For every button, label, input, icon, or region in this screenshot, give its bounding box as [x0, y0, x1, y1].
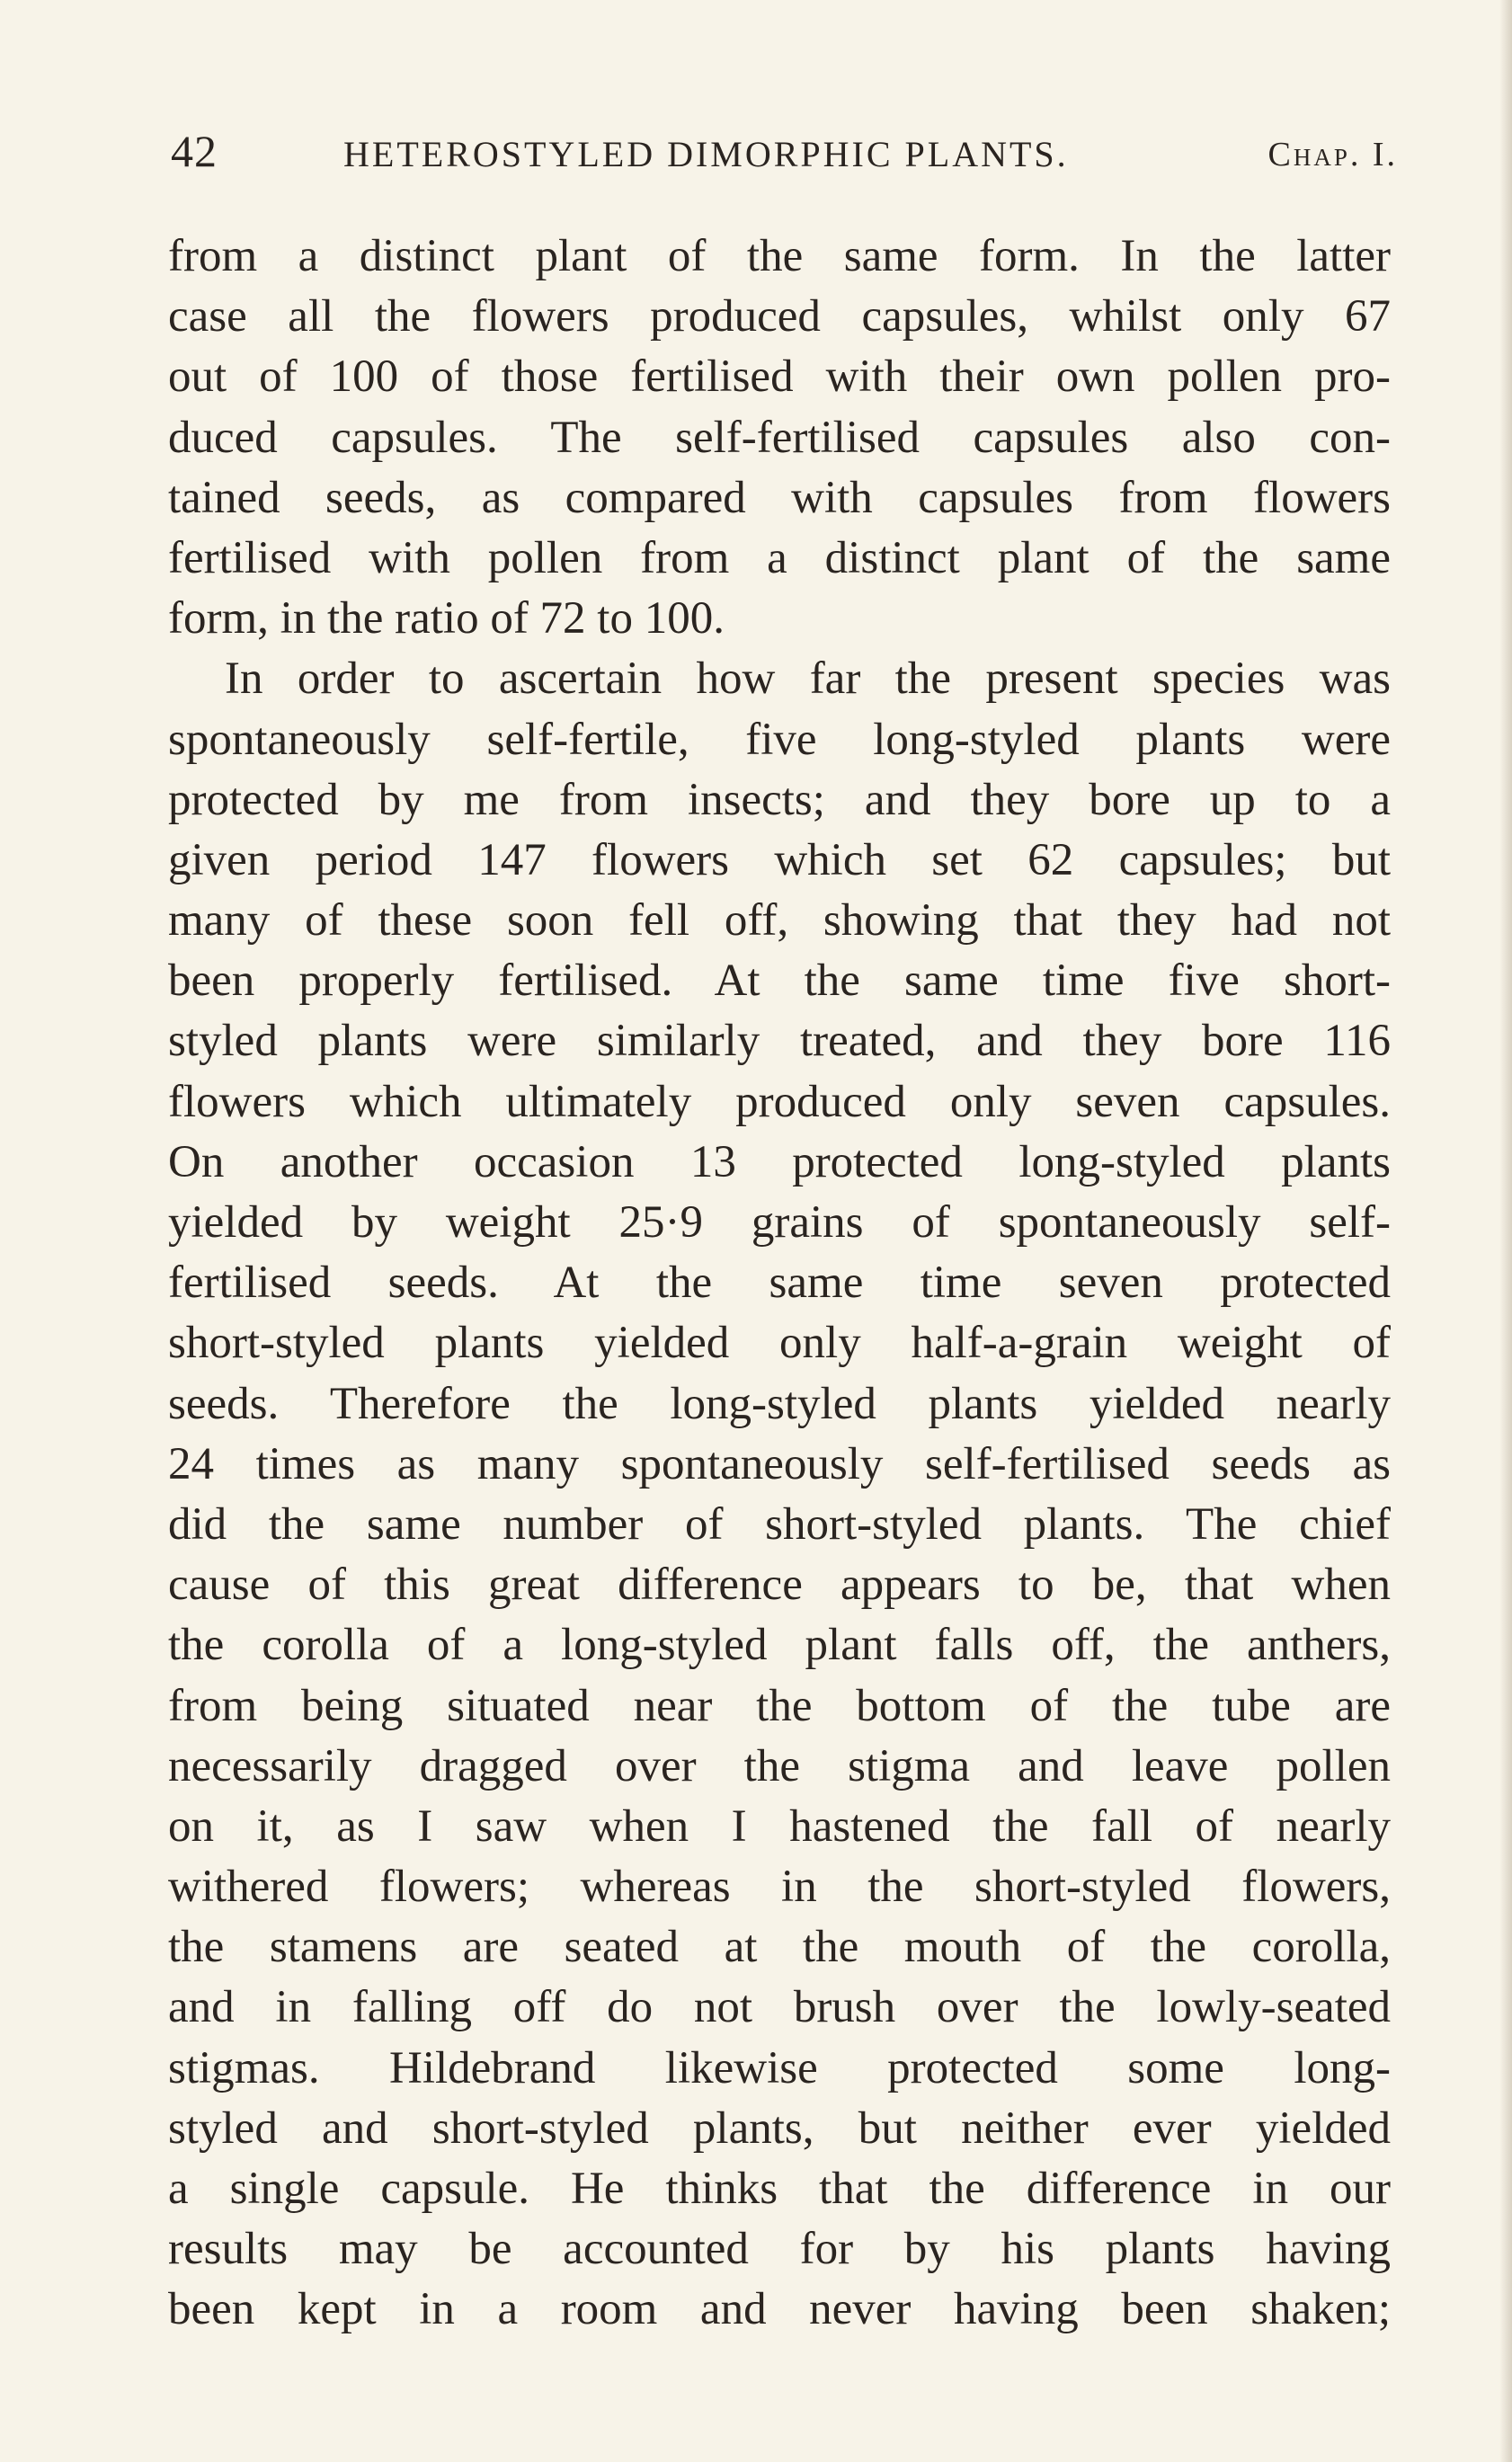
text-line: a single capsule. He thinks that the difference in our: [168, 2164, 1391, 2214]
body-text: [168, 227, 1391, 2341]
text-line: the corolla of a long-styled plant falls off, the anthers,: [168, 1620, 1391, 1671]
text-line: fertilised seeds. At the same time seven protected: [168, 1258, 1391, 1309]
text-line: short-styled plants yielded only half-a-grain weight of: [168, 1318, 1391, 1369]
text-line: and in falling off do not brush over the lowly-seated: [168, 1982, 1391, 2033]
text-line: been properly fertilised. At the same time five short-: [168, 955, 1391, 1007]
text-line: On another occasion 13 protected long-styled plants: [168, 1136, 1391, 1187]
text-line: results may be accounted for by his plants having: [168, 2224, 1391, 2275]
paragraph-1: [168, 227, 1391, 649]
text-line: did the same number of short-styled plants. The chief: [168, 1498, 1391, 1550]
text-line: flowers which ultimately produced only seven capsules.: [168, 1076, 1391, 1127]
text-line: spontaneously self-fertile, five long-styled plants were: [168, 714, 1391, 765]
text-line: yielded by weight 25·9 grains of spontaneously self-: [168, 1197, 1391, 1248]
text-line: form, in the ratio of 72 to 100.: [168, 593, 725, 644]
text-line: withered flowers; whereas in the short-styled flowers,: [168, 1862, 1391, 1913]
text-line: styled and short-styled plants, but neither ever yielded: [168, 2102, 1391, 2154]
text-line: been kept in a room and never having been shaken;: [168, 2284, 1391, 2335]
text-line: cause of this great difference appears to be, that when: [168, 1560, 1391, 1611]
text-line: styled plants were similarly treated, and they bore 116: [168, 1016, 1391, 1067]
text-line: duced capsules. The self-fertilised capsules also con-: [168, 412, 1391, 463]
text-line: many of these soon fell off, showing that they had not: [168, 895, 1391, 947]
text-line: In order to ascertain how far the present species was: [225, 653, 1391, 705]
text-line: from being situated near the bottom of the tube are: [168, 1680, 1391, 1731]
text-line: the stamens are seated at the mouth of the corolla,: [168, 1922, 1391, 1973]
text-line: necessarily dragged over the stigma and leave pollen: [168, 1740, 1391, 1791]
page-number: 42: [171, 126, 218, 176]
text-line: on it, as I saw when I hastened the fall of nearly: [168, 1800, 1391, 1852]
running-title: HETEROSTYLED DIMORPHIC PLANTS.: [343, 134, 1069, 174]
text-line: from a distinct plant of the same form. In the latter: [168, 231, 1391, 281]
text-line: tained seeds, as compared with capsules from flowers: [168, 472, 1391, 523]
page-edge-shadow: [1499, 0, 1512, 2462]
text-line: seeds. Therefore the long-styled plants yielded nearly: [168, 1378, 1391, 1429]
text-line: 24 times as many spontaneously self-fertilised seeds as: [168, 1438, 1391, 1489]
text-line: given period 147 flowers which set 62 capsules; but: [168, 834, 1391, 885]
text-line: fertilised with pollen from a distinct plant of the same: [168, 532, 1391, 583]
text-line: out of 100 of those fertilised with their own pollen pro-: [168, 351, 1391, 403]
text-line: stigmas. Hildebrand likewise protected some long-: [168, 2042, 1391, 2093]
paragraph-2: [168, 649, 1391, 2340]
chapter-label: Chap. I.: [1267, 136, 1398, 173]
text-line: case all the flowers produced capsules, whilst only 67: [168, 291, 1391, 342]
page-header: [171, 124, 1398, 178]
text-line: protected by me from insects; and they bore up to a: [168, 774, 1391, 825]
